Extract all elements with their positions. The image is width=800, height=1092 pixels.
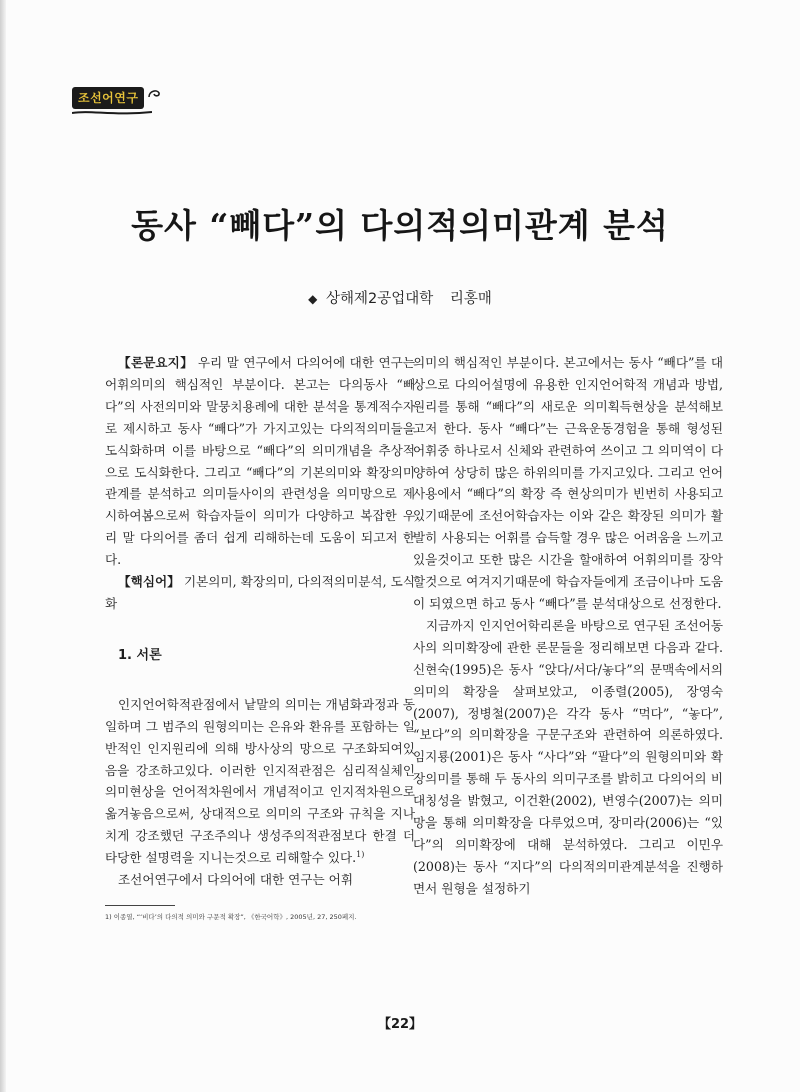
keywords-label: 【핵심어】	[118, 574, 180, 590]
footnote-ref[interactable]: 1)	[356, 849, 365, 859]
author-line	[0, 287, 800, 308]
right-column	[413, 352, 723, 900]
page-number: 【22】	[377, 1017, 423, 1032]
intro-text-1: 인지언어학적관점에서 낱말의 의미는 개념화과정과 동일하며 그 범주의 원형의미는 은유와 환유를 포함하는 일반적인 인지원리에 의해 방사상의 망으로 구조화되여있음을 강조하고있다. 이러한 인지적관점은 심리적실체인 의미현상을 언어적차원에서 개념적이고 인지적차원으로 옮겨놓음으로써, 상대적으로 의미의 구조와 규칙을 지나치게 강조했던 구조주의나 생성주의적관점보다 한결 더 타당한 설명력을 지니는것으로 리해할수 있다.	[105, 696, 415, 866]
keywords-paragraph	[105, 571, 415, 615]
intro-paragraph-2: 조선어연구에서 다의어에 대한 연구는 어휘	[118, 872, 353, 888]
left-column	[105, 352, 415, 922]
keywords-text: 기본의미, 확장의미, 다의적의미분석, 도식화	[105, 574, 415, 611]
section-badge-label: 조선어연구	[72, 87, 144, 109]
right-paragraph-1: 의미의 핵심적인 부분이다. 본고에서는 동사 “빼다”를 대상으로 다의어설명에 유용한 인지언어학적 개념과 방법, 원리를 통해 “빼다”의 새로운 의미획득현상을 분석해보고저 한다. 동사 “빼다”는 근육운동경험을 통해 형성된 어휘중 하나로서 신체와 관련하여 쓰이고 그 의미역이 다양하여 상당히 많은 하위의미를 가지고있다. 그리고 언어사용에서 “빼다”의 확장 즉 현상의미가 빈번히 사용되고있기때문에 조선어학습자는 이와 같은 확장된 의미가 활발히 사용되는 어휘를 습득할 경우 많은 어려움을 느끼고있을것이고 또한 많은 시간을 할애하여 어휘의미를 장악할것으로 여겨지기때문에 학습자들에게 조금이나마 도움이 되였으면 하고 동사 “빼다”를 분석대상으로 선정한다.	[413, 355, 723, 611]
author-affiliation: 상해제2공업대학	[325, 291, 434, 307]
article-title: 동사 “빼다”의 다의적의미관계 분석	[131, 206, 669, 245]
section-heading: 1. 서론	[118, 647, 162, 663]
abstract-label: 【론문요지】	[118, 355, 194, 370]
section-badge	[72, 86, 161, 110]
right-paragraph-2: 지금까지 인지언어학리론을 바탕으로 연구된 조선어동사의 의미확장에 관한 론문들을 정리해보면 다음과 같다. 신현숙(1995)은 동사 “앉다/서다/놓다”의 문맥속에서의 의미의 확장을 살펴보았고, 이종렬(2005), 장영숙(2007), 정병철(2007)은 각각 동사 “먹다”, “놓다”, “보다”의 의미확장을 구문구조와 관련하여 의론하였다. 임지룡(2001)은 동사 “사다”와 “팔다”의 원형의미와 확장의미를 통해 두 동사의 의미구조를 밝히고 다의어의 비대칭성을 밝혔고, 이건환(2002), 변영수(2007)는 의미망을 통해 의미확장을 다루었으며, 장미라(2006)는 “있다”의 의미확장에 대해 분석하였다. 그리고 이민우(2008)는 동사 “지다”의 다의적의미관계분석을 진행하면서 원형을 설정하기	[413, 617, 723, 896]
diamond-bullet-icon: ◆	[308, 292, 318, 306]
badge-underline-ornament-icon	[72, 110, 152, 116]
abstract-text: 우리 말 연구에서 다의어에 대한 연구는 어휘의미의 핵심적인 부분이다. 본고는 다의동사 “빼다”의 사전의미와 말뭉치용례에 대한 분석을 통계적수자로 제시하고 동사 “빼다”가 가지고있는 다의적의미들을 도식화하며 이를 바탕으로 “빼다”의 의미개념을 추상적으로 도식화한다. 그리고 “빼다”의 기본의미와 확장의미관계를 분석하고 의미들사이의 관련성을 의미망으로 제시하여봄으로써 학습자들이 의미가 다양하고 복잡한 우리 말 다의어를 좀더 쉽게 리해하는데 도움이 되고저 한다.	[105, 355, 415, 568]
swirl-ornament-icon	[147, 87, 161, 101]
footnote-text: 1) 이종열, “‘비다’의 다의적 의미와 구문적 확장”, 《한국어학》, 2005년, 27, 250페지.	[105, 912, 357, 921]
author-name: 리홍매	[449, 291, 492, 307]
abstract-paragraph	[105, 352, 415, 571]
footnote-divider	[105, 905, 175, 906]
page-shadow-edge	[0, 0, 6, 1092]
intro-paragraph-1	[105, 694, 415, 869]
